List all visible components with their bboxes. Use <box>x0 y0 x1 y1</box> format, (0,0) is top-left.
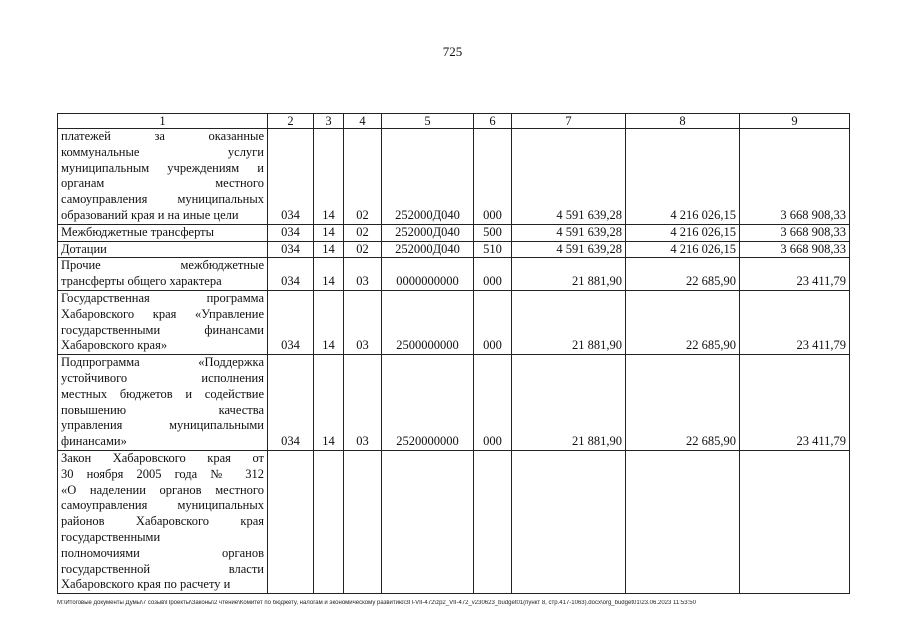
cell-amount-year3: 3 668 908,33 <box>740 129 850 225</box>
cell-section: 14 <box>314 258 344 291</box>
row-name-line: управления муниципальными <box>61 418 264 433</box>
cell-amount-year2: 4 216 026,15 <box>626 129 740 225</box>
row-name-line: полномочиями органов <box>61 545 264 560</box>
table-row <box>58 290 850 354</box>
cell-amount-year2 <box>626 450 740 593</box>
cell-expense-type: 000 <box>474 258 512 291</box>
cell-subsection: 02 <box>344 129 382 225</box>
row-name-line: повышению качества <box>61 402 264 417</box>
cell-amount-year2: 22 685,90 <box>626 258 740 291</box>
row-name-line: самоуправления муниципальных <box>61 192 264 207</box>
cell-target-article: 252000Д040 <box>382 224 474 241</box>
row-name <box>58 290 268 354</box>
row-name-line: районов Хабаровского края <box>61 514 264 529</box>
row-name-line: устойчивого исполнения <box>61 370 264 385</box>
cell-section: 14 <box>314 355 344 451</box>
cell-subsection <box>344 450 382 593</box>
row-name-line: государственной власти <box>61 561 264 576</box>
cell-expense-type <box>474 450 512 593</box>
cell-expense-type: 000 <box>474 129 512 225</box>
cell-amount-year2: 22 685,90 <box>626 355 740 451</box>
cell-target-article: 252000Д040 <box>382 129 474 225</box>
cell-subsection: 03 <box>344 290 382 354</box>
cell-section: 14 <box>314 129 344 225</box>
row-name-line: Закон Хабаровского края от <box>61 450 264 465</box>
col-header-2: 2 <box>268 114 314 129</box>
page-number: 725 <box>442 44 463 59</box>
row-name-line: Хабаровского края» <box>61 338 168 353</box>
table-row <box>58 241 850 258</box>
header-row <box>58 114 850 129</box>
row-name-line: Межбюджетные трансферты <box>61 224 215 239</box>
cell-amount-year1: 21 881,90 <box>512 355 626 451</box>
row-name <box>58 241 268 258</box>
cell-amount-year1: 4 591 639,28 <box>512 129 626 225</box>
cell-amount-year1: 21 881,90 <box>512 290 626 354</box>
cell-expense-type: 500 <box>474 224 512 241</box>
row-name-line: Дотации <box>61 241 107 256</box>
cell-section: 14 <box>314 241 344 258</box>
cell-amount-year2: 4 216 026,15 <box>626 224 740 241</box>
row-name-line: Государственная программа <box>61 290 264 305</box>
budget-table <box>57 113 850 594</box>
table-row <box>58 258 850 291</box>
cell-amount-year3: 23 411,79 <box>740 258 850 291</box>
cell-section: 14 <box>314 290 344 354</box>
cell-amount-year1 <box>512 450 626 593</box>
cell-subsection: 02 <box>344 241 382 258</box>
row-name-line: государственными <box>61 529 161 544</box>
table-row <box>58 129 850 225</box>
row-name <box>58 224 268 241</box>
cell-target-article: 252000Д040 <box>382 241 474 258</box>
row-name-line: самоуправления муниципальных <box>61 498 264 513</box>
cell-admin-code: 034 <box>268 290 314 354</box>
cell-subsection: 03 <box>344 355 382 451</box>
cell-admin-code: 034 <box>268 355 314 451</box>
row-name-line: органам местного <box>61 176 264 191</box>
row-name <box>58 450 268 593</box>
col-header-5: 5 <box>382 114 474 129</box>
row-name-line: «О наделении органов местного <box>61 482 264 497</box>
col-header-3: 3 <box>314 114 344 129</box>
row-name-line: Прочие межбюджетные <box>61 258 264 273</box>
cell-target-article: 2520000000 <box>382 355 474 451</box>
file-path-footer: M:\Итоговые документы Думы\7 созыв\Проекты\Законы\2 чтение\Комитет по бюджету, налогам и экономическому развитию\ЗП-VII-472\zp2_VII-472_v230623_budget01(пункт 8, стр.417-1063).docx\org_budget01\23.06.2023 11:53:50 <box>57 600 696 606</box>
col-header-6: 6 <box>474 114 512 129</box>
row-name <box>58 258 268 291</box>
cell-amount-year3: 23 411,79 <box>740 355 850 451</box>
cell-target-article: 0000000000 <box>382 258 474 291</box>
col-header-8: 8 <box>626 114 740 129</box>
table-row <box>58 355 850 451</box>
cell-subsection: 02 <box>344 224 382 241</box>
row-name-line: местных бюджетов и содействие <box>61 386 264 401</box>
col-header-1: 1 <box>58 114 268 129</box>
col-header-7: 7 <box>512 114 626 129</box>
row-name-line: финансами» <box>61 434 127 449</box>
cell-amount-year1: 4 591 639,28 <box>512 224 626 241</box>
cell-amount-year3: 3 668 908,33 <box>740 241 850 258</box>
col-header-9: 9 <box>740 114 850 129</box>
row-name-line: 30 ноября 2005 года № 312 <box>61 466 264 481</box>
table-body <box>58 129 850 594</box>
row-name-line: коммунальные услуги <box>61 144 264 159</box>
cell-section: 14 <box>314 224 344 241</box>
cell-expense-type: 000 <box>474 355 512 451</box>
row-name-line: образований края и на иные цели <box>61 207 239 222</box>
row-name-line: государственными финансами <box>61 322 264 337</box>
col-header-4: 4 <box>344 114 382 129</box>
row-name-line: трансферты общего характера <box>61 274 222 289</box>
row-name <box>58 355 268 451</box>
cell-admin-code: 034 <box>268 241 314 258</box>
cell-amount-year1: 21 881,90 <box>512 258 626 291</box>
row-name-line: платежей за оказанные <box>61 129 264 143</box>
cell-admin-code: 034 <box>268 129 314 225</box>
cell-expense-type: 000 <box>474 290 512 354</box>
cell-subsection: 03 <box>344 258 382 291</box>
cell-amount-year3 <box>740 450 850 593</box>
cell-amount-year2: 4 216 026,15 <box>626 241 740 258</box>
cell-expense-type: 510 <box>474 241 512 258</box>
row-name-line: Хабаровского края по расчету и <box>61 577 231 592</box>
cell-admin-code: 034 <box>268 258 314 291</box>
cell-admin-code: 034 <box>268 224 314 241</box>
table-row <box>58 224 850 241</box>
row-name <box>58 129 268 225</box>
cell-amount-year2: 22 685,90 <box>626 290 740 354</box>
cell-target-article: 2500000000 <box>382 290 474 354</box>
cell-target-article <box>382 450 474 593</box>
cell-amount-year3: 3 668 908,33 <box>740 224 850 241</box>
table-row <box>58 450 850 593</box>
row-name-line: муниципальным учреждениям и <box>61 160 264 175</box>
cell-amount-year1: 4 591 639,28 <box>512 241 626 258</box>
cell-amount-year3: 23 411,79 <box>740 290 850 354</box>
row-name-line: Подпрограмма «Поддержка <box>61 355 264 370</box>
row-name-line: Хабаровского края «Управление <box>61 306 264 321</box>
cell-section <box>314 450 344 593</box>
cell-admin-code <box>268 450 314 593</box>
